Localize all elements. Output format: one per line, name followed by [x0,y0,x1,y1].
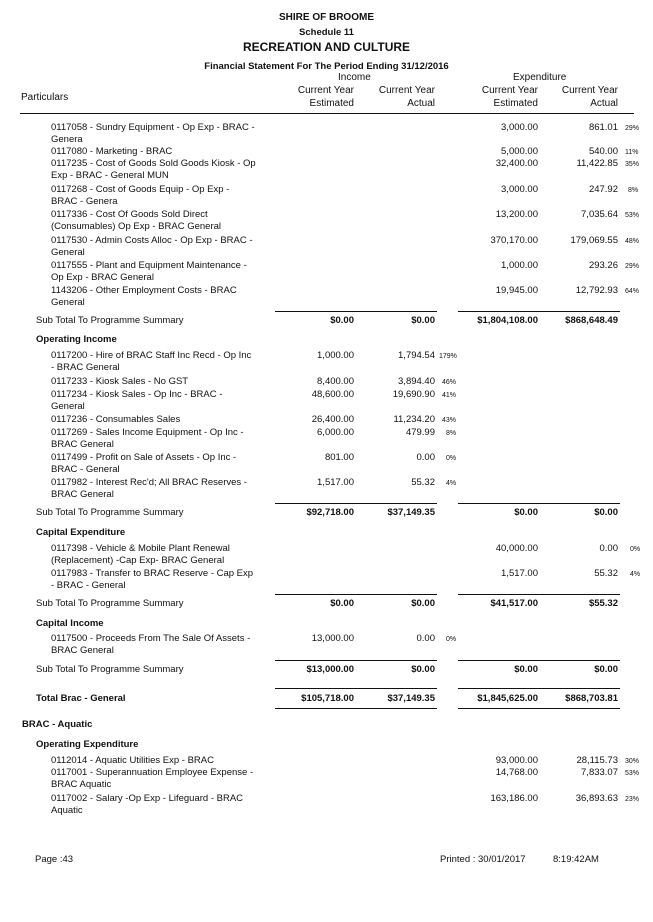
percent-value: 0% [630,546,641,553]
subtotal-inc-act: $0.00 [411,315,435,326]
exp-actual-value: 12,792.93 [575,285,618,296]
subtotal-exp-act: $868,648.49 [565,315,618,326]
page-title: RECREATION AND CULTURE [242,40,411,54]
row-description: 0117234 - Kiosk Sales - Op Inc - BRAC - General [51,389,223,412]
exp-actual-value: 7,833.07 [581,767,618,778]
total-exp-act: $868,703.81 [565,693,618,704]
total-inc-est: $105,718.00 [301,693,354,704]
exp-actual-value: 0.00 [599,543,618,554]
inc-actual-value: 479.99 [405,427,435,438]
section-title-capital-income: Capital Income [36,618,104,629]
subtotal-rule-expenditure [458,660,620,661]
inc-actual-value: 11,234.20 [393,414,435,425]
exp-estimated-value: 14,768.00 [495,767,538,778]
section-title-operating-income: Operating Income [36,334,117,345]
percent-value: 8% [628,187,639,194]
exp-estimated-value: 32,400.00 [495,158,538,169]
exp-estimated-value: 370,170.00 [490,235,538,246]
row-description: 0117336 - Cost Of Goods Sold Direct (Consumables) Op Exp - BRAC General [51,209,222,232]
inc-actual-value: 0.00 [416,452,435,463]
row-description: 0117058 - Sundry Equipment - Op Exp - BRAC - Genera [51,122,255,145]
row-description: 0112014 - Aquatic Utilities Exp - BRAC [51,755,214,766]
exp-estimated-value: 3,000.00 [501,122,538,133]
percent-value: 35% [625,161,640,168]
row-description: 0117235 - Cost of Goods Sold Goods Kiosk - Op Exp - BRAC - General MUN [51,158,256,181]
subtotal-inc-est: $0.00 [330,315,354,326]
exp-estimated-value: 1,000.00 [501,260,538,271]
exp-actual-value: 7,035.64 [581,209,618,220]
row-description: 0117499 - Profit on Sale of Assets - Op Inc - BRAC - General [51,452,237,475]
row-description: 0117398 - Vehicle & Mobile Plant Renewal (Replacement) -Cap Exp- BRAC General [51,543,230,566]
total-rule-expenditure [458,688,620,689]
schedule-label: Schedule 11 [299,27,354,38]
exp-est-header-2: Estimated [493,98,538,109]
exp-actual-value: 540.00 [588,146,618,157]
exp-estimated-value: 40,000.00 [495,543,538,554]
subtotal-exp-est: $0.00 [514,507,538,518]
exp-estimated-value: 1,517.00 [501,568,538,579]
inc-actual-value: 3,894.40 [398,376,435,387]
subtotal-rule-income [275,311,437,312]
exp-actual-value: 861.01 [588,122,618,133]
inc-estimated-value: 26,400.00 [311,414,354,425]
exp-actual-value: 293.26 [588,260,618,271]
subtotal-inc-act: $0.00 [411,664,435,675]
percent-value: 29% [625,263,640,270]
subtotal-rule-income [275,503,437,504]
exp-actual-value: 55.32 [594,568,618,579]
exp-act-header-1: Current Year [561,85,618,96]
subtotal-exp-est: $0.00 [514,664,538,675]
inc-est-header-1: Current Year [297,85,354,96]
total-inc-act: $37,149.35 [387,693,435,704]
income-group-header: Income [338,72,371,83]
percent-value: 30% [625,758,640,765]
exp-actual-value: 36,893.63 [575,793,618,804]
exp-estimated-value: 93,000.00 [495,755,538,766]
percent-value: 179% [439,353,457,360]
subtotal-label: Sub Total To Programme Summary [36,507,184,518]
inc-estimated-value: 1,000.00 [317,350,354,361]
row-description: 0117982 - Interest Rec'd; All BRAC Reserves - BRAC General [51,477,247,500]
subtotal-inc-act: $0.00 [411,598,435,609]
subtotal-inc-act: $37,149.35 [387,507,435,518]
percent-value: 4% [630,571,641,578]
inc-actual-value: 55.32 [411,477,435,488]
exp-est-header-1: Current Year [481,85,538,96]
percent-value: 43% [442,417,457,424]
row-description: 1143206 - Other Employment Costs - BRAC General [51,285,237,308]
row-description: 0117200 - Hire of BRAC Staff Inc Recd - Op Inc - BRAC General [51,350,252,373]
percent-value: 29% [625,125,640,132]
printed-time: 8:19:42AM [553,854,599,865]
particulars-header: Particulars [21,92,69,103]
inc-estimated-value: 48,600.00 [311,389,354,400]
subtotal-exp-est: $1,804,108.00 [477,315,538,326]
subtotal-exp-act: $0.00 [594,664,618,675]
inc-estimated-value: 1,517.00 [317,477,354,488]
exp-estimated-value: 5,000.00 [501,146,538,157]
total-underline-income [275,708,437,709]
inc-actual-value: 0.00 [416,633,435,644]
exp-actual-value: 28,115.73 [576,755,618,766]
subtotal-exp-act: $55.32 [588,598,618,609]
percent-value: 0% [446,455,457,462]
inc-act-header-2: Actual [407,98,435,109]
page-number: Page :43 [35,854,74,865]
exp-estimated-value: 3,000.00 [501,184,538,195]
exp-estimated-value: 13,200.00 [495,209,538,220]
subtotal-rule-income [275,594,437,595]
percent-value: 8% [446,430,457,437]
inc-estimated-value: 8,400.00 [317,376,354,387]
percent-value: 53% [625,770,640,777]
percent-value: 11% [625,149,639,156]
header-divider [20,113,634,114]
subtotal-label: Sub Total To Programme Summary [36,315,184,326]
exp-actual-value: 179,069.55 [570,235,618,246]
row-description: 0117268 - Cost of Goods Equip - Op Exp - BRAC - Genera [51,184,230,207]
row-description: 0117233 - Kiosk Sales - No GST [51,376,189,387]
group-title-brac-aquatic: BRAC - Aquatic [22,719,93,730]
percent-value: 4% [446,480,457,487]
subtotal-inc-est: $92,718.00 [306,507,354,518]
row-description: 0117001 - Superannuation Employee Expense - BRAC Aquatic [51,767,254,790]
subtotal-rule-expenditure [458,311,620,312]
total-rule-income [275,688,437,689]
org-name: SHIRE OF BROOME [278,12,374,23]
inc-actual-value: 19,690.90 [392,389,435,400]
printed-date: Printed : 30/01/2017 [440,854,526,865]
inc-actual-value: 1,794.54 [398,350,435,361]
row-description: 0117983 - Transfer to BRAC Reserve - Cap Exp - BRAC - General [51,568,254,591]
section-title-operating-expenditure: Operating Expenditure [36,739,139,750]
percent-value: 48% [625,238,640,245]
subtotal-exp-est: $41,517.00 [490,598,538,609]
percent-value: 23% [625,796,640,803]
exp-estimated-value: 19,945.00 [495,285,538,296]
subtotal-rule-expenditure [458,594,620,595]
exp-actual-value: 11,422.85 [576,158,618,169]
row-description: 0117080 - Marketing - BRAC [51,146,173,157]
row-description: 0117002 - Salary -Op Exp - Lifeguard - BRAC Aquatic [51,793,244,816]
row-description: 0117269 - Sales Income Equipment - Op Inc - BRAC General [51,427,244,450]
row-description: 0117555 - Plant and Equipment Maintenance - Op Exp - BRAC General [51,260,247,283]
subtotal-label: Sub Total To Programme Summary [36,598,184,609]
percent-value: 46% [442,379,457,386]
total-exp-est: $1,845,625.00 [477,693,538,704]
inc-estimated-value: 6,000.00 [317,427,354,438]
row-description: 0117236 - Consumables Sales [51,414,181,425]
percent-value: 53% [625,212,640,219]
total-underline-expenditure [458,708,620,709]
statement-subtitle: Financial Statement For The Period Ending 31/12/2016 [204,61,449,72]
inc-act-header-1: Current Year [378,85,435,96]
subtotal-inc-est: $13,000.00 [306,664,354,675]
exp-actual-value: 247.92 [588,184,618,195]
subtotal-exp-act: $0.00 [594,507,618,518]
expenditure-group-header: Expenditure [513,72,567,83]
subtotal-label: Sub Total To Programme Summary [36,664,184,675]
subtotal-inc-est: $0.00 [330,598,354,609]
row-description: 0117530 - Admin Costs Alloc - Op Exp - BRAC - General [51,235,253,258]
percent-value: 64% [625,288,640,295]
section-title-capital-expenditure: Capital Expenditure [36,527,126,538]
inc-est-header-2: Estimated [309,98,354,109]
row-description: 0117500 - Proceeds From The Sale Of Assets - BRAC General [51,633,251,656]
exp-act-header-2: Actual [590,98,618,109]
subtotal-rule-expenditure [458,503,620,504]
inc-estimated-value: 801.00 [324,452,354,463]
percent-value: 41% [442,392,457,399]
inc-estimated-value: 13,000.00 [311,633,354,644]
exp-estimated-value: 163,186.00 [490,793,538,804]
total-label: Total Brac - General [36,693,126,704]
subtotal-rule-income [275,660,437,661]
percent-value: 0% [446,636,457,643]
